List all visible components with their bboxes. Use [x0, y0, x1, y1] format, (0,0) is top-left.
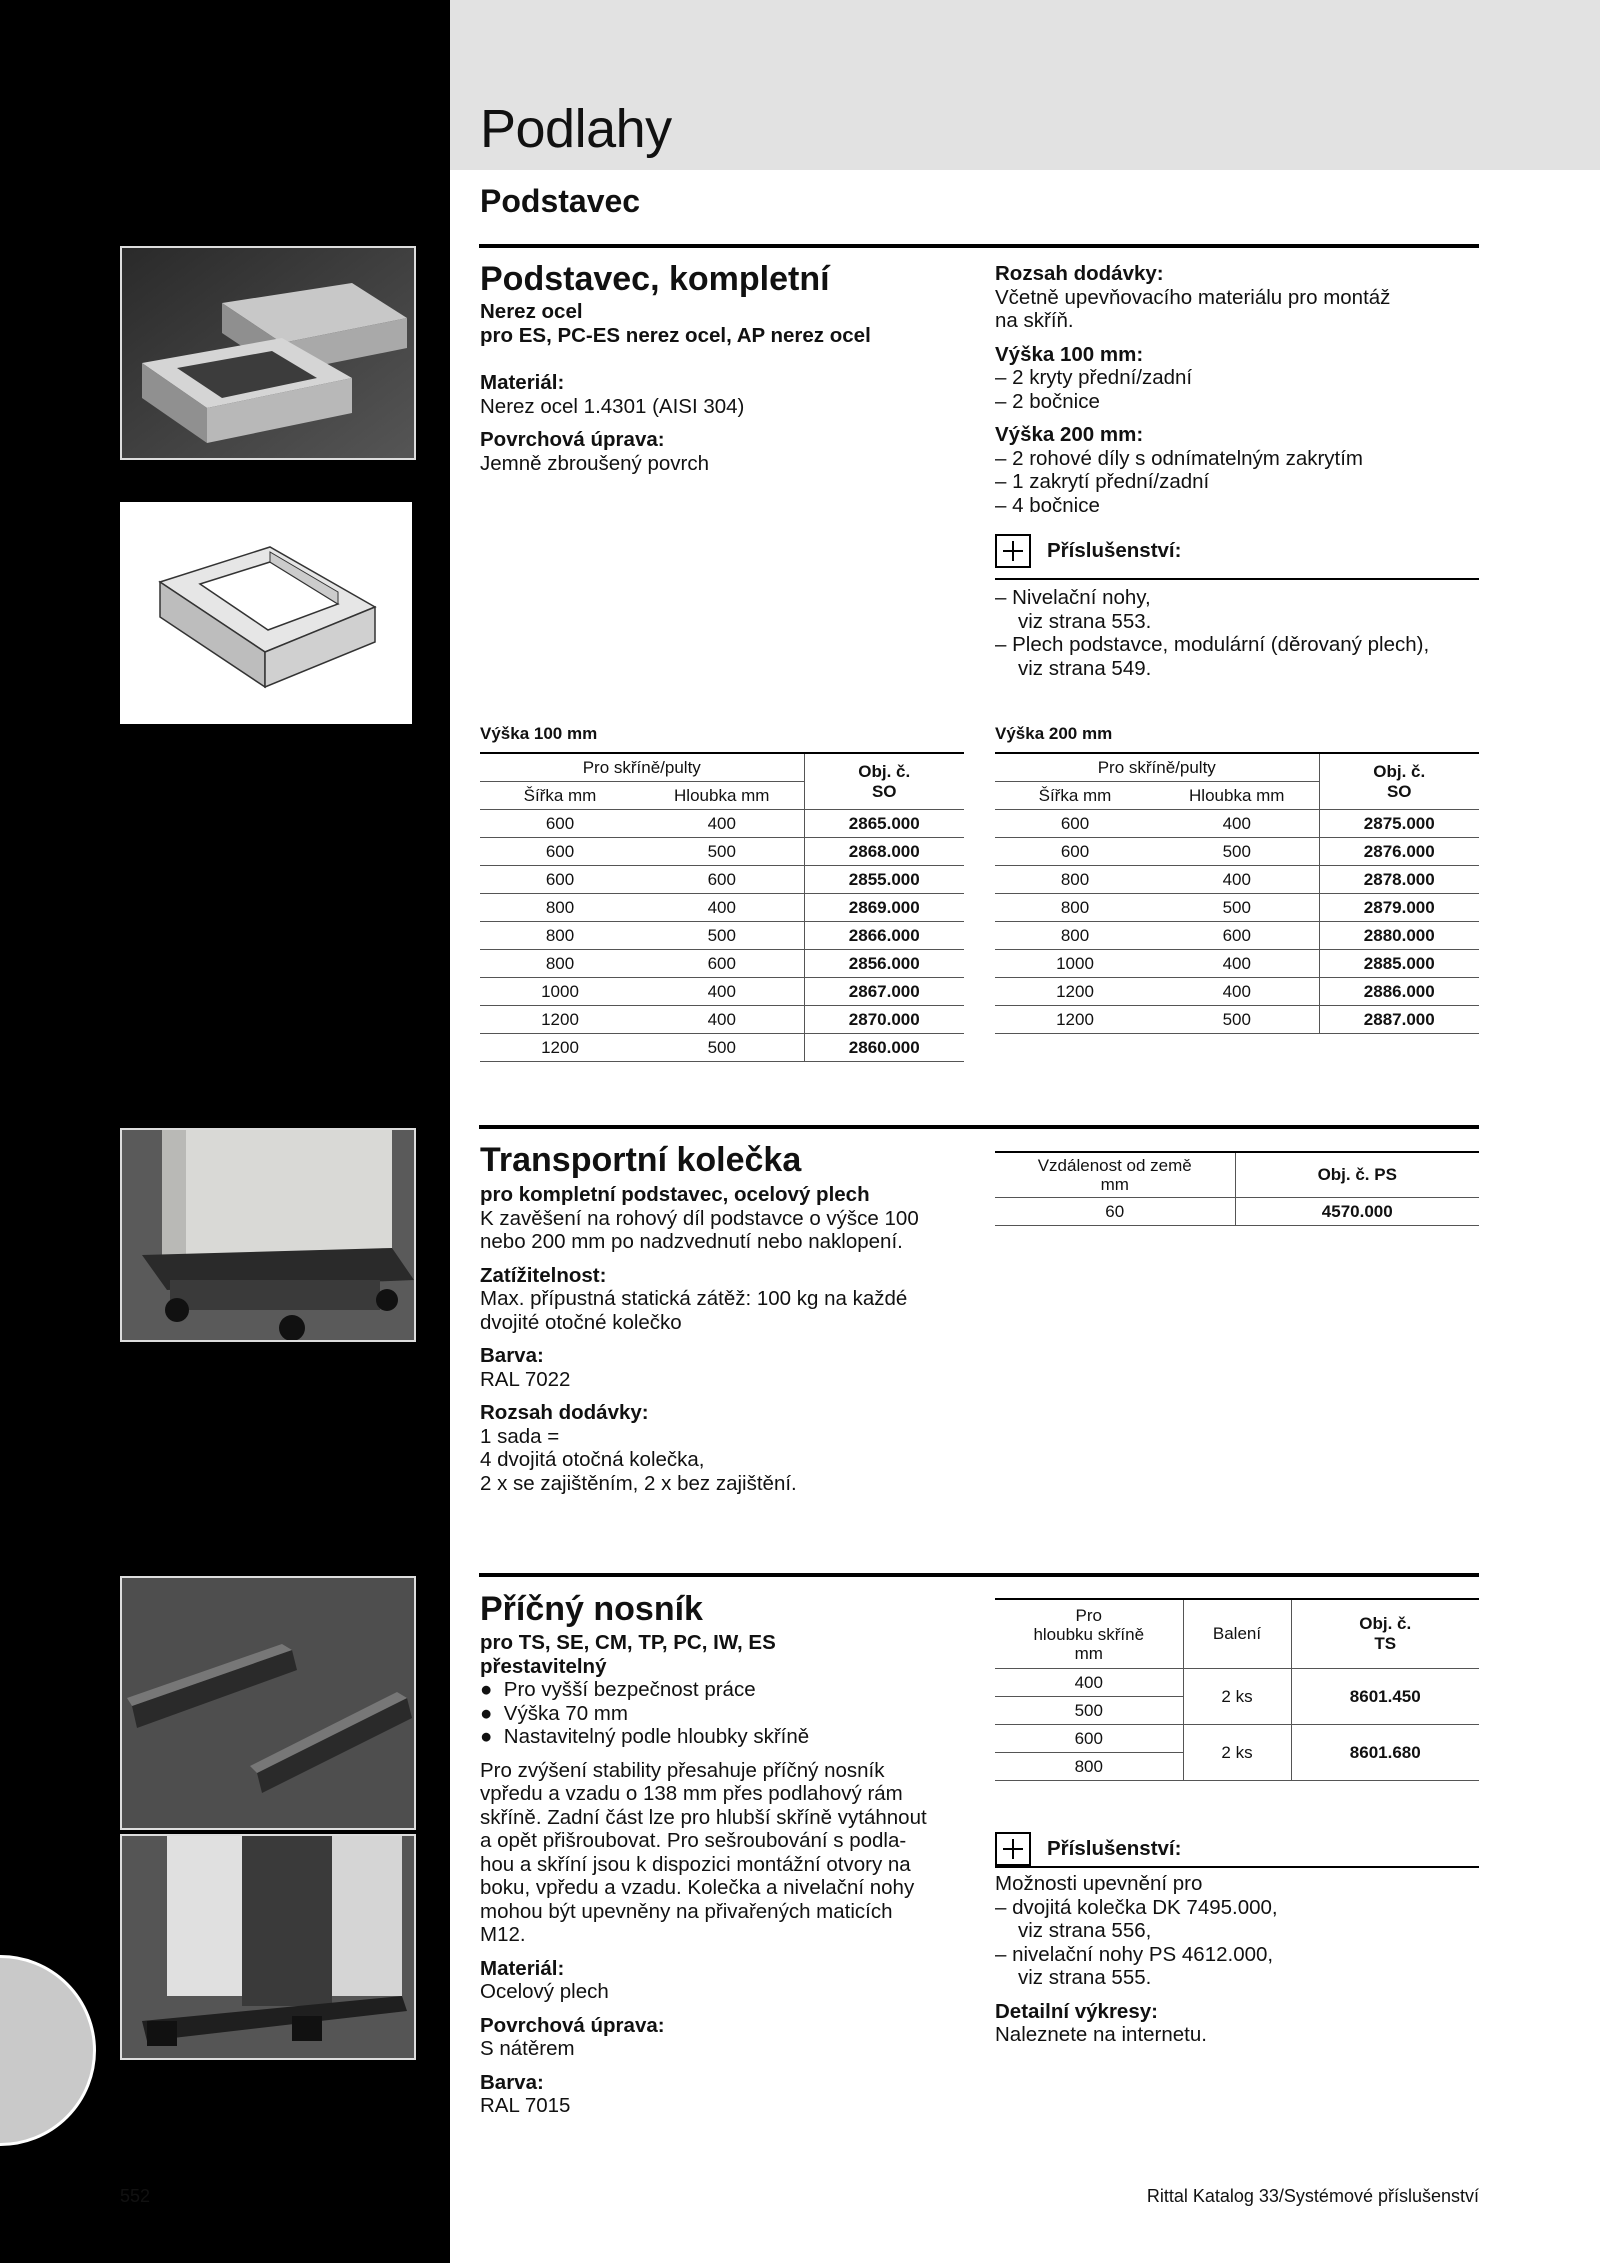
surface-label: Povrchová úprava: [480, 428, 665, 451]
mount-item-ref: viz strana 556, [1018, 1919, 1152, 1942]
color-value: RAL 7015 [480, 2094, 571, 2117]
drawings-label: Detailní výkresy: [995, 1999, 1158, 2023]
accessories-list [995, 586, 1429, 680]
bullet-icon: ● [480, 1725, 504, 1748]
table-cell-order: 2886.000 [1319, 978, 1479, 1006]
distance-header [995, 1152, 1235, 1198]
accessories-rule [995, 578, 1479, 580]
load-line: Max. přípustná statická zátěž: 100 kg na každé [480, 1287, 908, 1310]
scope-line: 1 sada = [480, 1424, 560, 1448]
color-label: Barva: [480, 1344, 544, 1367]
table-cell-order: 2870.000 [804, 1006, 964, 1034]
distance-header-line: Vzdálenost od země [1037, 1156, 1192, 1175]
order-header [1291, 1599, 1479, 1669]
table100-depth-header: Hloubka mm [640, 782, 804, 810]
table-cell: 500 [1155, 894, 1319, 922]
table-row [480, 1034, 964, 1062]
table100-caption: Výška 100 mm [480, 724, 598, 743]
table100-width-header: Šířka mm [480, 782, 640, 810]
table-row [480, 922, 964, 950]
table-cell-order: 8601.450 [1291, 1669, 1479, 1725]
order-label: Obj. č. [858, 761, 911, 781]
section-rule [479, 244, 1479, 248]
table-cell-order: 8601.680 [1291, 1725, 1479, 1781]
color-value: RAL 7022 [480, 1367, 571, 1391]
table-cell: 400 [1155, 950, 1319, 978]
accessories-label: Příslušenství: [1047, 1837, 1182, 1860]
table-cell: 400 [640, 894, 804, 922]
height200-item: – 1 zakrytí přední/zadní [995, 470, 1210, 493]
section1-right-text [995, 262, 1390, 517]
table-row [995, 810, 1479, 838]
bullet-text: Pro vyšší bezpečnost práce [503, 1678, 756, 1701]
body-line: boku, vpředu a vzadu. Kolečka a nivelační nohy [480, 1876, 915, 1899]
table100 [480, 752, 964, 1062]
bullet-text: Nastavitelný podle hloubky skříně [503, 1725, 810, 1748]
table-cell: 500 [1155, 1006, 1319, 1034]
table-cell-order: 2879.000 [1319, 894, 1479, 922]
table-cell: 600 [1155, 922, 1319, 950]
color-label: Barva: [480, 2070, 544, 2094]
scope-line: na skříň. [995, 309, 1074, 332]
product-photo-base [120, 246, 416, 460]
table100-order-header [804, 753, 964, 810]
load-line: dvojité otočné kolečko [480, 1310, 682, 1334]
scope-label: Rozsah dodávky: [995, 262, 1164, 285]
order-header: Obj. č. PS [1235, 1152, 1479, 1198]
table-row [995, 866, 1479, 894]
accessory-item: – Nivelační nohy, [995, 586, 1151, 609]
load-label: Zatížitelnost: [480, 1263, 607, 1287]
table-row [480, 866, 964, 894]
table-cell: 600 [480, 838, 640, 866]
table-cell: 500 [995, 1697, 1183, 1725]
bullet-icon: ● [480, 1678, 504, 1701]
product-drawing-base [120, 502, 412, 724]
page-subtitle: Podstavec [480, 183, 641, 219]
bullet-item [480, 1678, 927, 1702]
order-label: Obj. č. [1373, 761, 1426, 781]
section2-intro-line: K zavěšení na rohový díl podstavce o výšce 100 [480, 1206, 919, 1230]
table-cell: 1000 [995, 950, 1155, 978]
accessories-heading [995, 1832, 1181, 1866]
table-cell-order: 2885.000 [1319, 950, 1479, 978]
body-line: hou a skříní jsou k dispozici montážní otvory na [480, 1852, 911, 1876]
table-cell-order: 2887.000 [1319, 1006, 1479, 1034]
table-cell: 600 [480, 810, 640, 838]
table-cell-order: 2868.000 [804, 838, 964, 866]
table-row [480, 978, 964, 1006]
order-suffix: SO [871, 781, 897, 801]
drawings-value: Naleznete na internetu. [995, 2023, 1207, 2046]
table-cell: 1200 [995, 1006, 1155, 1034]
table-cell-order: 2866.000 [804, 922, 964, 950]
section3-subtitle-line: pro TS, SE, CM, TP, PC, IW, ES [480, 1631, 776, 1654]
table200 [995, 752, 1479, 1034]
table-cell: 800 [995, 866, 1155, 894]
table-row [480, 810, 964, 838]
section3-accessories-text [995, 1872, 1278, 2047]
table200-caption: Výška 200 mm [995, 724, 1113, 743]
section2-subtitle: pro kompletní podstavec, ocelový plech [480, 1183, 870, 1206]
table-cell-order: 4570.000 [1235, 1198, 1479, 1226]
plus-icon [995, 1832, 1031, 1866]
scope-line: 2 x se zajištěním, 2 x bez zajištění. [480, 1471, 797, 1495]
material-value: Ocelový plech [480, 1980, 609, 2003]
table-row [995, 838, 1479, 866]
accessory-item-ref: viz strana 549. [1018, 656, 1152, 680]
table-cell-order: 2875.000 [1319, 810, 1479, 838]
height100-label: Výška 100 mm: [995, 342, 1144, 366]
table-cell: 800 [480, 894, 640, 922]
section-rule [479, 1125, 1479, 1129]
accessories-heading [995, 534, 1181, 568]
table-cell: 2 ks [1183, 1725, 1291, 1781]
section1-title: Podstavec, kompletní [480, 260, 830, 298]
bullet-item [480, 1702, 927, 1726]
table-row [995, 978, 1479, 1006]
table-cell: 1200 [480, 1034, 640, 1062]
pack-header: Balení [1183, 1599, 1291, 1669]
order-suffix: SO [1386, 781, 1412, 801]
height200-label: Výška 200 mm: [995, 423, 1144, 446]
table200-width-header: Šířka mm [995, 782, 1155, 810]
page-title: Podlahy [480, 99, 672, 159]
material-label: Materiál: [480, 1956, 565, 1980]
body-line: mohou být upevněny na přivařených maticích [480, 1899, 893, 1923]
mount-item: – nivelační nohy PS 4612.000, [995, 1942, 1274, 1966]
table-cell: 400 [1155, 978, 1319, 1006]
table-cell: 800 [480, 950, 640, 978]
table-cell: 600 [995, 1725, 1183, 1753]
table-cell-order: 2869.000 [804, 894, 964, 922]
body-line: skříně. Zadní část lze pro hlubší skříně vytáhnout [480, 1805, 927, 1829]
surface-value: S nátěrem [480, 2037, 575, 2060]
table-cell-order: 2876.000 [1319, 838, 1479, 866]
table-row [480, 894, 964, 922]
table-cell: 800 [995, 1753, 1183, 1781]
scope-label: Rozsah dodávky: [480, 1401, 649, 1424]
table-cell: 600 [640, 950, 804, 978]
section2-intro-line: nebo 200 mm po nadzvednutí nebo naklopení. [480, 1230, 903, 1253]
material-value: Nerez ocel 1.4301 (AISI 304) [480, 394, 745, 418]
table-cell-order: 2880.000 [1319, 922, 1479, 950]
order-label: Obj. č. [1359, 1614, 1412, 1633]
accessory-item: – Plech podstavce, modulární (děrovaný plech), [995, 633, 1430, 656]
beam-table [995, 1598, 1479, 1781]
table-row [995, 950, 1479, 978]
product-photo-wheels [120, 1128, 416, 1342]
accessory-item-ref: viz strana 553. [1018, 609, 1152, 633]
surface-label: Povrchová úprava: [480, 2013, 665, 2037]
section1-subtitle-line: pro ES, PC-ES nerez ocel, AP nerez ocel [480, 323, 871, 347]
table-cell: 600 [995, 838, 1155, 866]
table-cell: 400 [1155, 810, 1319, 838]
table-cell-order: 2860.000 [804, 1034, 964, 1062]
table-cell: 600 [640, 866, 804, 894]
section-rule [479, 1573, 1479, 1577]
table-row [480, 950, 964, 978]
table-cell: 500 [640, 1034, 804, 1062]
table-cell: 400 [640, 810, 804, 838]
height200-item: – 2 rohové díly s odnímatelným zakrytím [995, 446, 1364, 470]
bullet-item [480, 1725, 927, 1749]
body-line: a opět přišroubovat. Pro sešroubování s podla- [480, 1829, 907, 1852]
table-cell: 400 [1155, 866, 1319, 894]
table-cell: 2 ks [1183, 1669, 1291, 1725]
material-label: Materiál: [480, 371, 565, 394]
mount-item: – dvojitá kolečka DK 7495.000, [995, 1895, 1278, 1919]
mount-label: Možnosti upevnění pro [995, 1872, 1203, 1895]
table-cell: 400 [640, 978, 804, 1006]
body-line: vpředu a vzadu o 138 mm přes podlahový rám [480, 1782, 903, 1805]
accessories-label: Příslušenství: [1047, 539, 1182, 562]
table-cell: 800 [480, 922, 640, 950]
wheels-table [995, 1151, 1479, 1226]
table-cell: 1200 [480, 1006, 640, 1034]
table-cell: 800 [995, 894, 1155, 922]
order-suffix: TS [1374, 1634, 1397, 1653]
accessories-rule [995, 1866, 1479, 1868]
section2-title: Transportní kolečka [480, 1141, 802, 1179]
body-line: M12. [480, 1923, 526, 1946]
table-row [995, 1006, 1479, 1034]
mount-item-ref: viz strana 555. [1018, 1966, 1152, 1989]
table-cell: 500 [640, 922, 804, 950]
height200-item: – 4 bočnice [995, 493, 1100, 517]
depth-header-unit: mm [1074, 1643, 1103, 1663]
section3-text [480, 1631, 927, 2118]
depth-header-line: Pro [1075, 1605, 1102, 1625]
table-row [995, 894, 1479, 922]
table-cell-order: 2865.000 [804, 810, 964, 838]
table-cell: 1000 [480, 978, 640, 1006]
product-photo-beam [120, 1576, 416, 1830]
section1-left-text [480, 300, 871, 475]
scope-line: Včetně upevňovacího materiálu pro montáž [995, 285, 1391, 309]
section2-text [480, 1183, 919, 1495]
bullet-text: Výška 70 mm [503, 1701, 628, 1725]
table-cell: 500 [1155, 838, 1319, 866]
plus-icon [995, 534, 1031, 568]
section3-subtitle-line: přestavitelný [480, 1654, 607, 1678]
table-cell: 400 [640, 1006, 804, 1034]
section1-subtitle-line: Nerez ocel [480, 300, 583, 323]
table-row [480, 1006, 964, 1034]
product-photo-beam-mounted [120, 1834, 416, 2060]
catalog-footer: Rittal Katalog 33/Systémové příslušenství [1146, 2186, 1479, 2206]
table-cell: 600 [480, 866, 640, 894]
table-cell-order: 2856.000 [804, 950, 964, 978]
section3-title: Příčný nosník [480, 1590, 703, 1628]
table-cell: 60 [995, 1198, 1235, 1226]
table-cell: 400 [995, 1669, 1183, 1697]
table100-group-header: Pro skříně/pulty [480, 753, 804, 782]
height100-item: – 2 bočnice [995, 389, 1100, 413]
table-cell: 1200 [995, 978, 1155, 1006]
height100-item: – 2 kryty přední/zadní [995, 366, 1193, 389]
table-cell: 800 [995, 922, 1155, 950]
table-cell: 600 [995, 810, 1155, 838]
table200-depth-header: Hloubka mm [1155, 782, 1319, 810]
depth-header [995, 1599, 1183, 1669]
table-row [995, 922, 1479, 950]
page-number: 552 [120, 2186, 151, 2206]
table-cell-order: 2867.000 [804, 978, 964, 1006]
body-line: Pro zvýšení stability přesahuje příčný nosník [480, 1758, 885, 1782]
surface-value: Jemně zbroušený povrch [480, 451, 710, 475]
depth-header-line: hloubku skříně [1033, 1624, 1145, 1644]
distance-header-unit: mm [1100, 1175, 1129, 1194]
table200-group-header: Pro skříně/pulty [995, 753, 1319, 782]
table-cell-order: 2878.000 [1319, 866, 1479, 894]
bullet-icon: ● [480, 1701, 504, 1725]
scope-line: 4 dvojitá otočná kolečka, [480, 1448, 705, 1471]
table-row [480, 838, 964, 866]
table-cell-order: 2855.000 [804, 866, 964, 894]
table200-order-header [1319, 753, 1479, 810]
table-cell: 500 [640, 838, 804, 866]
